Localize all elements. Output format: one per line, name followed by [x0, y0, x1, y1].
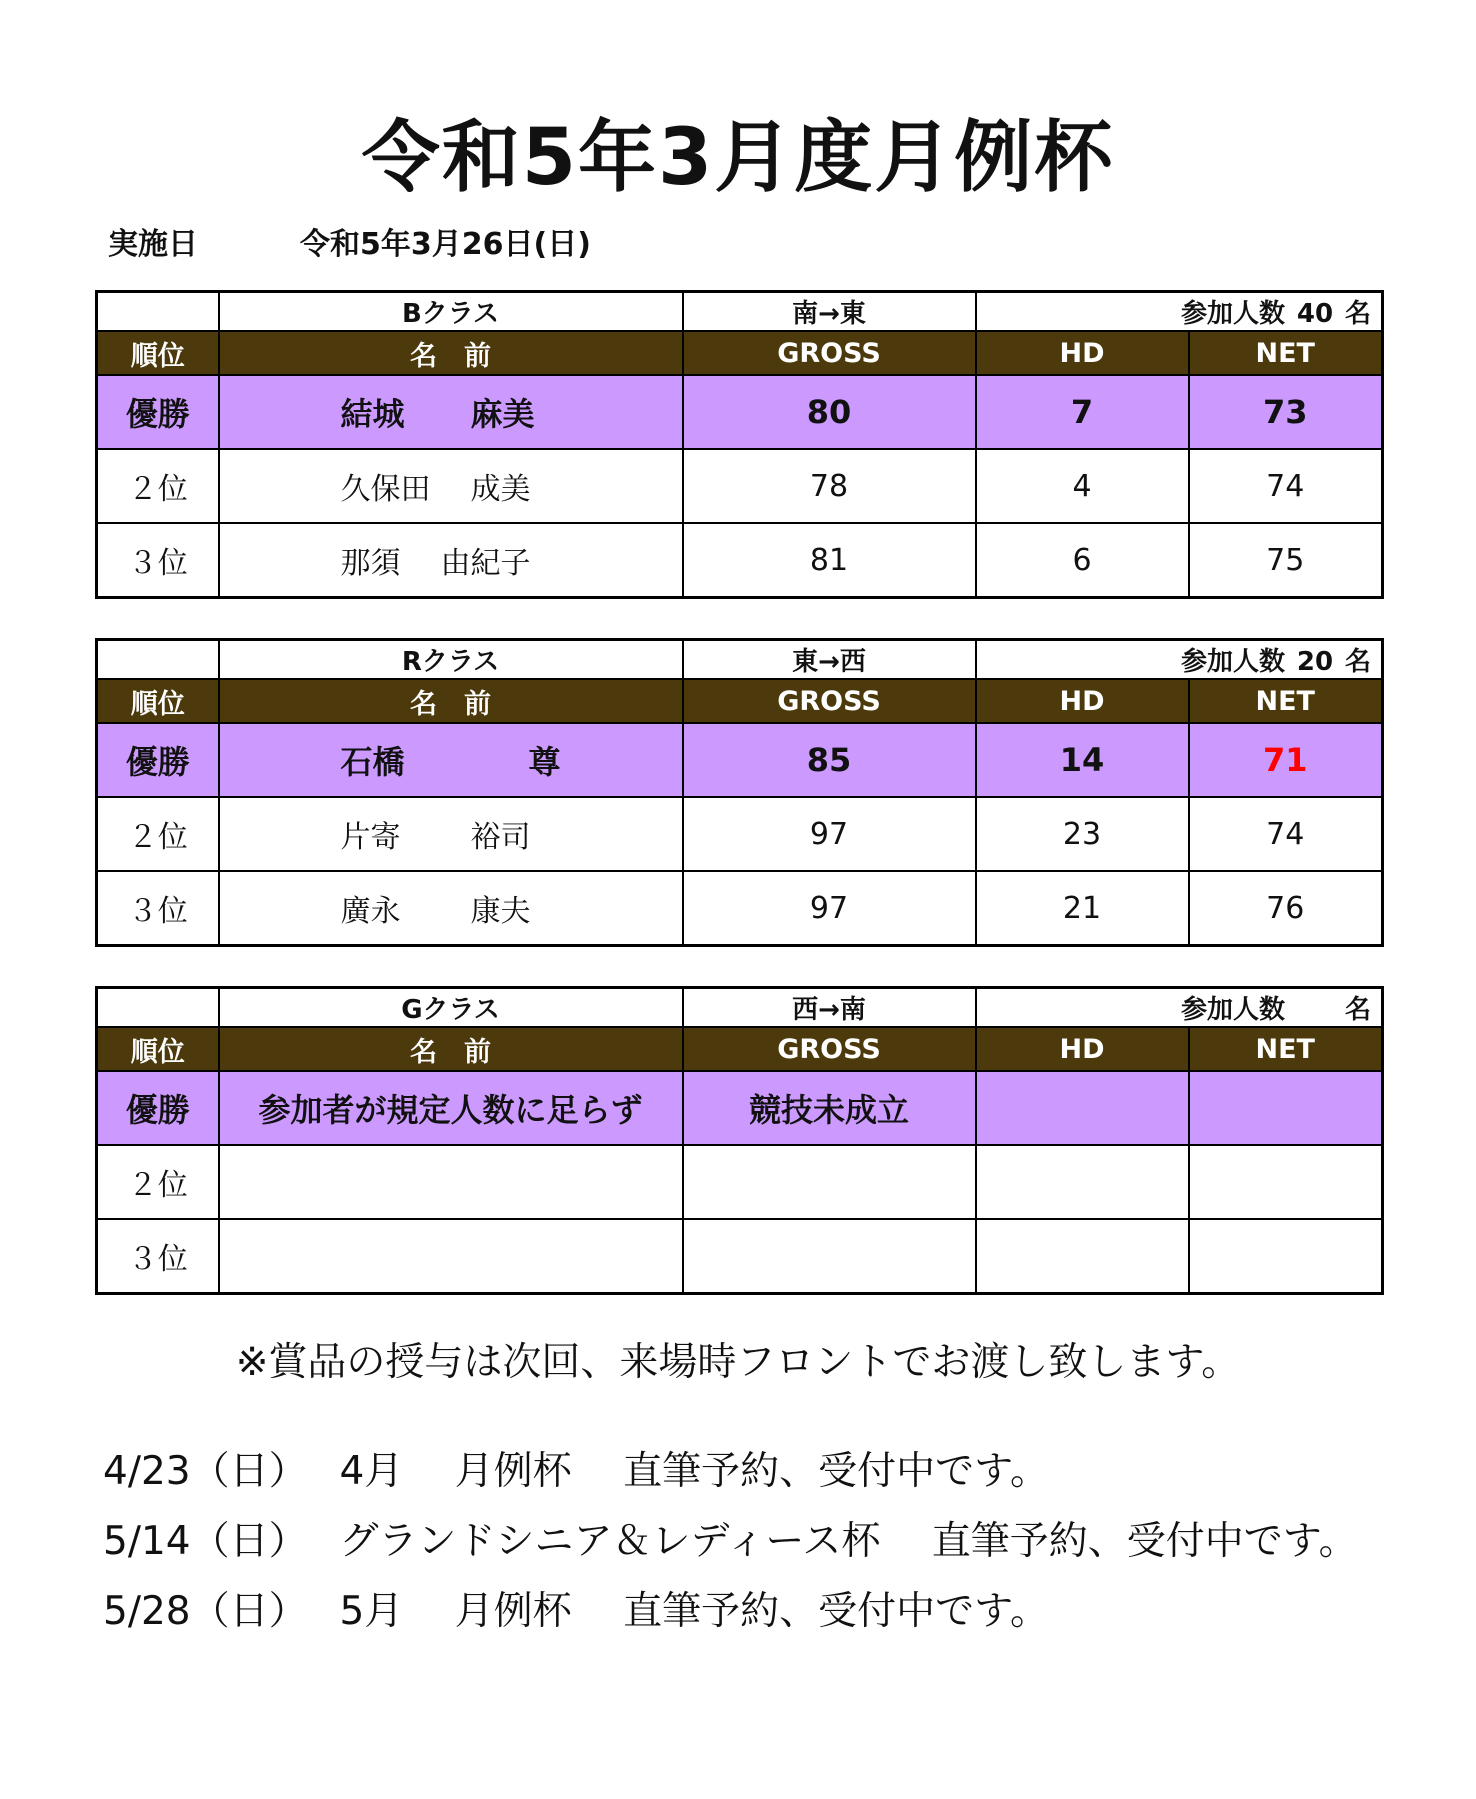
header-net: NET: [1189, 331, 1383, 375]
participant-count: 参加人数 名: [976, 988, 1383, 1028]
player-name: 久保田 成美: [219, 449, 683, 523]
table-row-winner: [97, 1071, 1383, 1145]
rank-cell: 優勝: [97, 375, 219, 449]
rank-cell: ３位: [97, 1219, 219, 1294]
rank-cell: 優勝: [97, 1071, 219, 1145]
table-row: [97, 797, 1383, 871]
header-hd: HD: [976, 679, 1189, 723]
gross-score: 85: [683, 723, 976, 797]
table-row-winner: [97, 375, 1383, 449]
table-header-row: [97, 1027, 1383, 1071]
table-row-winner: [97, 723, 1383, 797]
net-score: 75: [1189, 523, 1383, 598]
event-date-value: 令和5年3月26日(日): [300, 227, 591, 262]
handicap: [976, 1145, 1189, 1219]
net-score: [1189, 1145, 1383, 1219]
rank-cell: ２位: [97, 797, 219, 871]
blank-cell: [97, 292, 219, 332]
results-table-g-class: [95, 986, 1384, 1295]
header-name: 名 前: [219, 331, 683, 375]
table-info-row: [97, 640, 1383, 680]
handicap: 7: [976, 375, 1189, 449]
net-score: [1189, 1219, 1383, 1294]
header-hd: HD: [976, 1027, 1189, 1071]
gross-score: 80: [683, 375, 976, 449]
schedule-item: 4/23（日） 4月 月例杯 直筆予約、受付中です。: [103, 1449, 1049, 1494]
gross-score: 97: [683, 871, 976, 946]
net-score: 74: [1189, 797, 1383, 871]
header-net: NET: [1189, 679, 1383, 723]
player-name: 片寄 裕司: [219, 797, 683, 871]
table-row: [97, 1219, 1383, 1294]
header-gross: GROSS: [683, 679, 976, 723]
header-net: NET: [1189, 1027, 1383, 1071]
schedule-item: 5/14（日） グランドシニア＆レディース杯 直筆予約、受付中です。: [103, 1519, 1358, 1564]
handicap: 23: [976, 797, 1189, 871]
table-row: [97, 871, 1383, 946]
table-header-row: [97, 679, 1383, 723]
net-score: 74: [1189, 449, 1383, 523]
gross-score: 競技未成立: [683, 1071, 976, 1145]
player-name: [219, 1219, 683, 1294]
page-title: 令和5年3月度月例杯: [361, 113, 1115, 203]
class-name: Bクラス: [219, 292, 683, 332]
gross-score: 78: [683, 449, 976, 523]
handicap: [976, 1219, 1189, 1294]
rank-cell: ２位: [97, 1145, 219, 1219]
header-rank: 順位: [97, 1027, 219, 1071]
table-row: [97, 449, 1383, 523]
course-route: 西→南: [683, 988, 976, 1028]
schedule-item: 5/28（日） 5月 月例杯 直筆予約、受付中です。: [103, 1589, 1049, 1634]
player-name: 参加者が規定人数に足らず: [219, 1071, 683, 1145]
header-name: 名 前: [219, 679, 683, 723]
header-gross: GROSS: [683, 331, 976, 375]
net-score: [1189, 1071, 1383, 1145]
player-name: 石橋 尊: [219, 723, 683, 797]
header-rank: 順位: [97, 331, 219, 375]
event-date: [108, 222, 591, 268]
gross-score: [683, 1145, 976, 1219]
header-hd: HD: [976, 331, 1189, 375]
course-route: 南→東: [683, 292, 976, 332]
net-score: 76: [1189, 871, 1383, 946]
blank-cell: [97, 988, 219, 1028]
participant-count: 参加人数 20 名: [976, 640, 1383, 680]
rank-cell: ３位: [97, 523, 219, 598]
handicap: 21: [976, 871, 1189, 946]
net-score: 73: [1189, 375, 1383, 449]
blank-cell: [97, 640, 219, 680]
table-row: [97, 1145, 1383, 1219]
class-name: Rクラス: [219, 640, 683, 680]
course-route: 東→西: [683, 640, 976, 680]
rank-cell: 優勝: [97, 723, 219, 797]
player-name: 那須 由紀子: [219, 523, 683, 598]
prize-note: ※賞品の授与は次回、来場時フロントでお渡し致します。: [235, 1340, 1241, 1385]
handicap: [976, 1071, 1189, 1145]
handicap: 4: [976, 449, 1189, 523]
gross-score: 97: [683, 797, 976, 871]
gross-score: [683, 1219, 976, 1294]
net-score: 71: [1189, 723, 1383, 797]
event-date-label: 実施日: [108, 227, 198, 262]
handicap: 6: [976, 523, 1189, 598]
table-header-row: [97, 331, 1383, 375]
player-name: 結城 麻美: [219, 375, 683, 449]
participant-count: 参加人数 40 名: [976, 292, 1383, 332]
results-table-b-class: [95, 290, 1384, 599]
table-info-row: [97, 988, 1383, 1028]
gross-score: 81: [683, 523, 976, 598]
class-name: Gクラス: [219, 988, 683, 1028]
table-row: [97, 523, 1383, 598]
header-gross: GROSS: [683, 1027, 976, 1071]
rank-cell: ２位: [97, 449, 219, 523]
handicap: 14: [976, 723, 1189, 797]
player-name: [219, 1145, 683, 1219]
rank-cell: ３位: [97, 871, 219, 946]
results-table-r-class: [95, 638, 1384, 947]
header-rank: 順位: [97, 679, 219, 723]
header-name: 名 前: [219, 1027, 683, 1071]
table-info-row: [97, 292, 1383, 332]
player-name: 廣永 康夫: [219, 871, 683, 946]
